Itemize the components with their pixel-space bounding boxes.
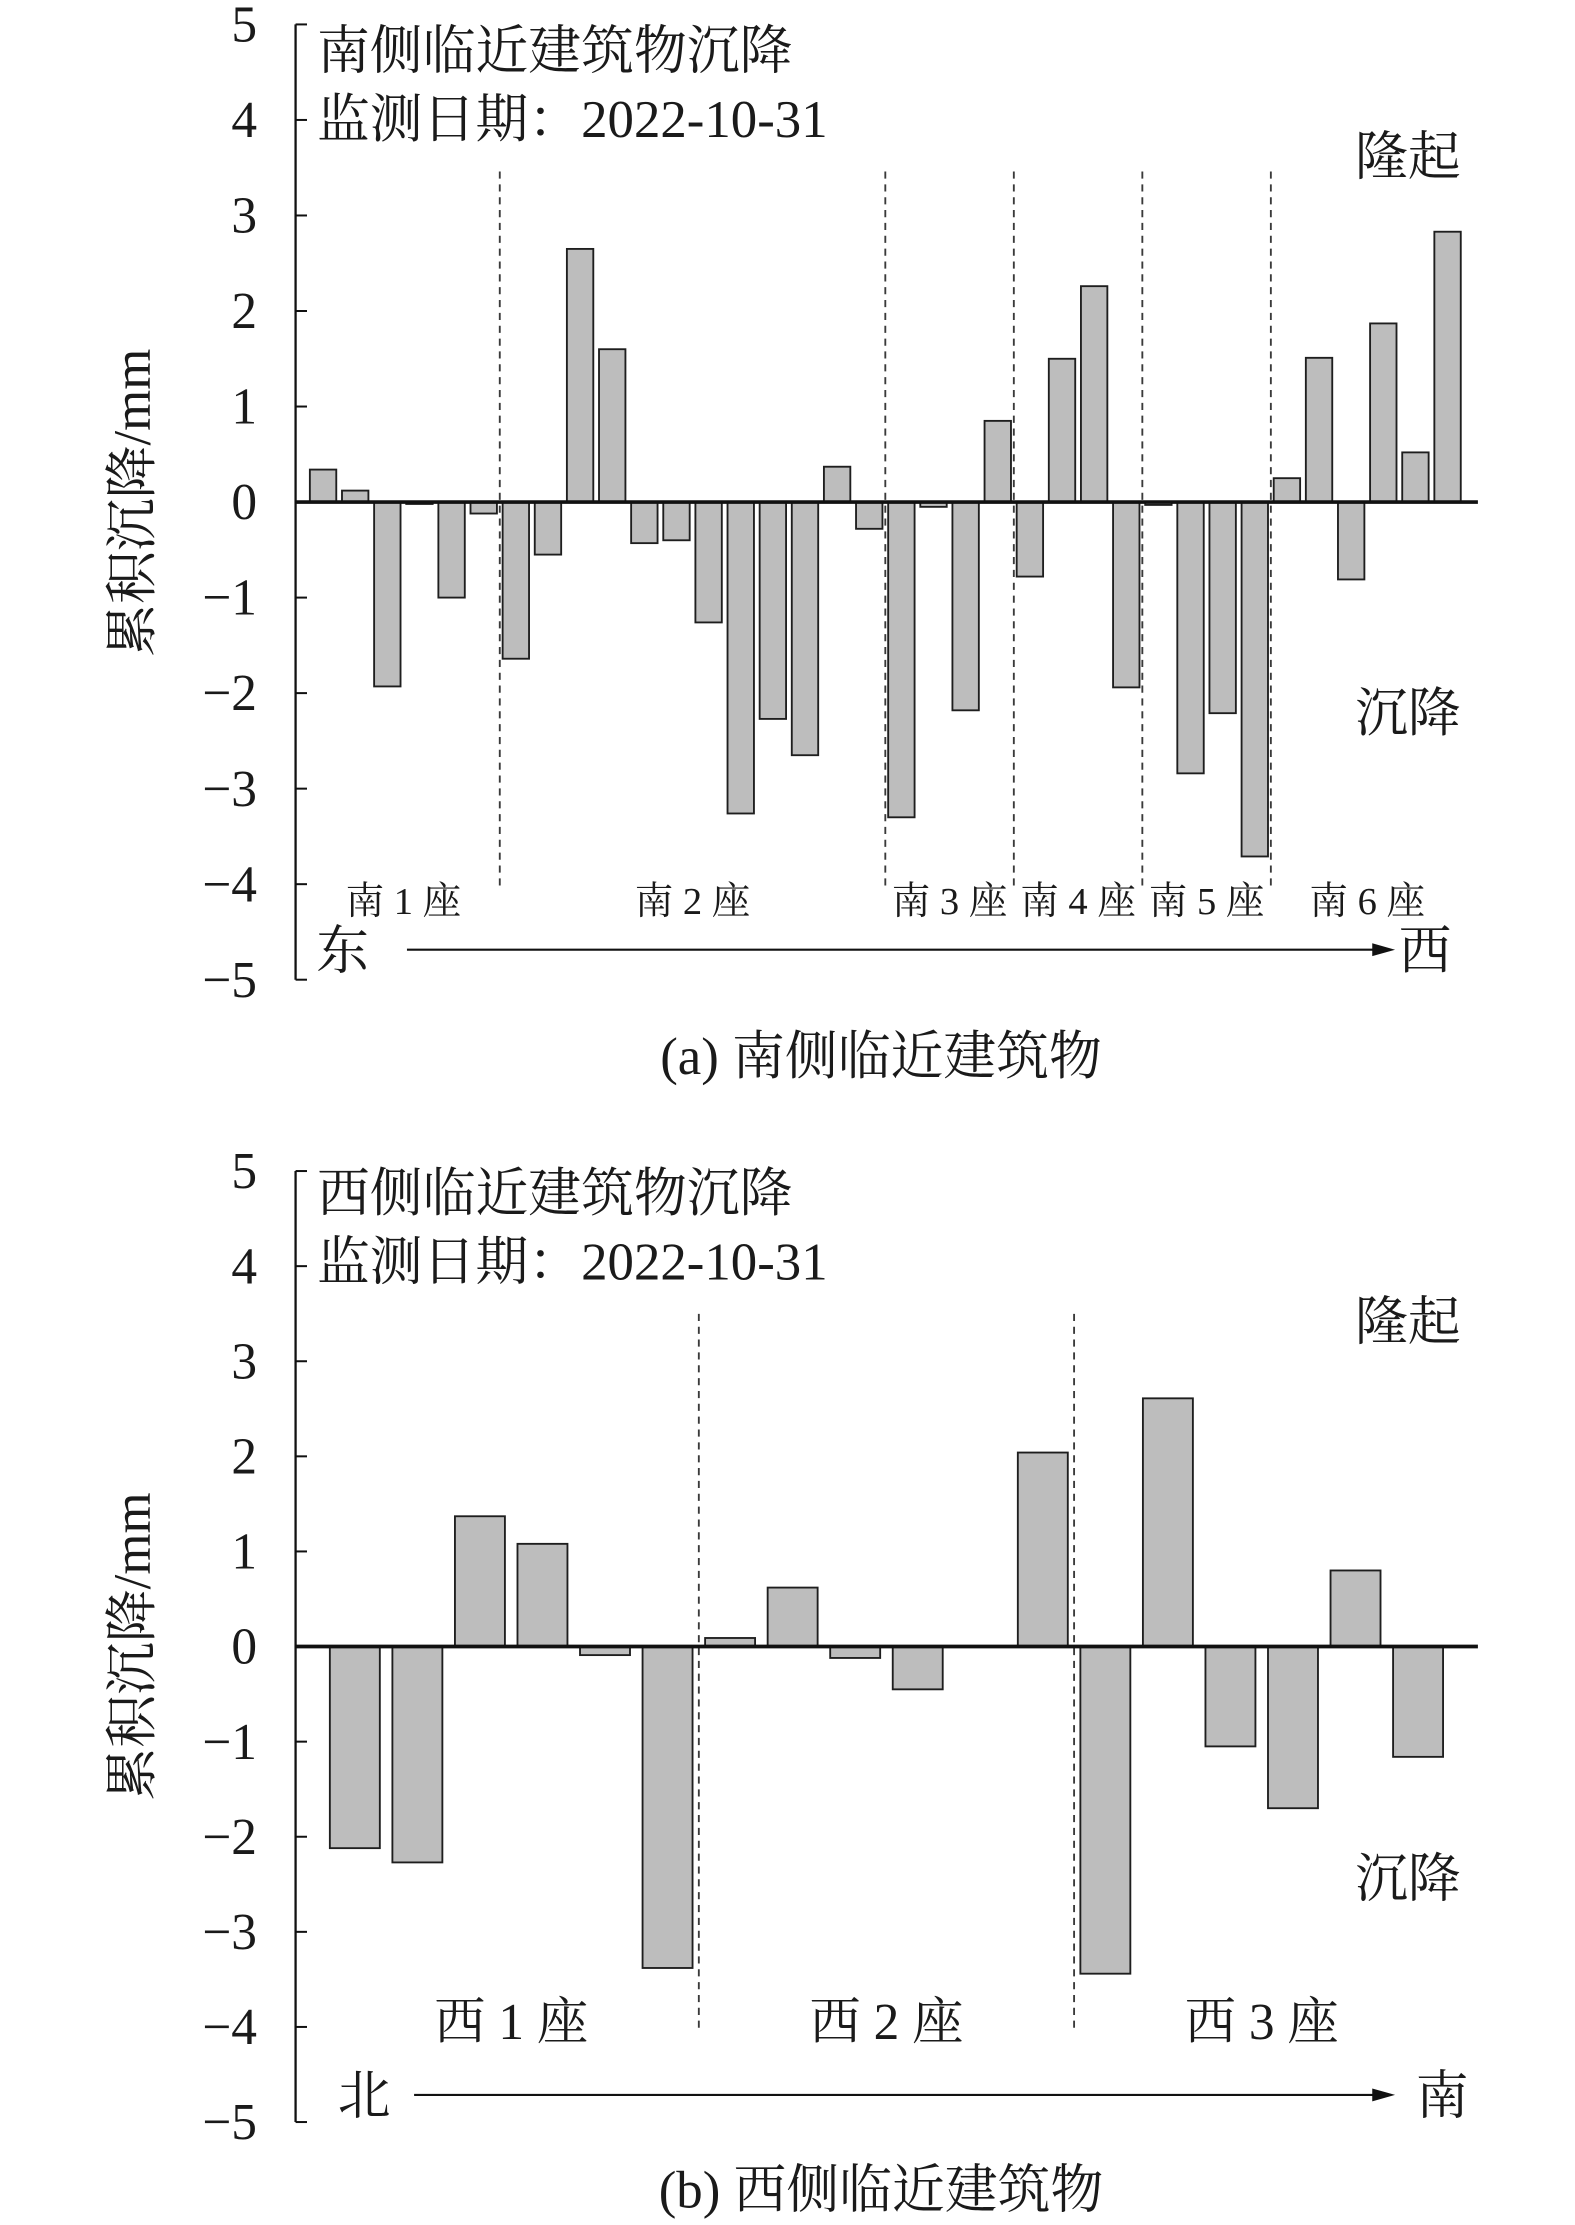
panel-b-y-tick-label: 5 xyxy=(231,1143,258,1201)
bar-a-5-4 xyxy=(1242,502,1268,856)
panel-b-y-tick-label: −5 xyxy=(202,2094,258,2152)
panel-b-y-tick-label: −1 xyxy=(202,1713,258,1771)
bar-a-5-3 xyxy=(1209,502,1235,713)
panel-a-y-tick-label: 3 xyxy=(231,187,258,245)
bar-b-1-2 xyxy=(392,1647,442,1863)
panel-b-y-axis-title: 累积沉降/mm xyxy=(103,1492,162,1801)
bar-a-2-5 xyxy=(631,502,657,543)
bar-a-6-2 xyxy=(1306,358,1332,502)
panel-a-group-label: 南 6 座 xyxy=(1309,881,1426,924)
panel-a-y-tick-label: −2 xyxy=(202,665,258,723)
bar-a-3-4 xyxy=(985,421,1011,502)
panel-b-caption: (b) 西侧临近建筑物 xyxy=(658,2161,1104,2220)
panel-a-settlement-label: 沉降 xyxy=(1355,685,1461,744)
bar-b-1-6 xyxy=(643,1647,693,1968)
bar-b-3-6 xyxy=(1393,1647,1443,1757)
panel-b-y-tick-label: 2 xyxy=(231,1428,258,1486)
bar-a-3-3 xyxy=(952,502,978,710)
panel-a-y-tick-label: 1 xyxy=(231,378,258,436)
bar-a-2-1 xyxy=(503,502,529,659)
bar-a-1-5 xyxy=(438,502,464,598)
bar-a-2-12 xyxy=(856,502,882,529)
bar-b-2-6 xyxy=(1018,1453,1068,1647)
bar-a-2-6 xyxy=(663,502,689,540)
panel-b-y-tick-label: −3 xyxy=(202,1903,258,1961)
panel-a-y-tick-label: −4 xyxy=(202,856,258,914)
panel-b-y-tick-label: 4 xyxy=(231,1238,258,1296)
panel-a-y-tick-label: 4 xyxy=(231,92,258,150)
bar-b-3-4 xyxy=(1268,1647,1318,1809)
bar-a-6-1 xyxy=(1274,478,1300,502)
bar-b-3-5 xyxy=(1331,1570,1381,1646)
bar-a-2-8 xyxy=(728,502,754,813)
panel-b-y-tick-label: 0 xyxy=(231,1618,258,1676)
panel-a-caption: (a) 南侧临近建筑物 xyxy=(660,1027,1102,1086)
bar-b-2-4 xyxy=(893,1647,943,1690)
bar-a-2-4 xyxy=(599,349,625,502)
panel-a-y-tick-label: −5 xyxy=(202,951,258,1009)
bar-b-1-1 xyxy=(330,1647,380,1849)
panel-b-direction-arrow-head xyxy=(1372,2088,1395,2101)
bar-a-1-3 xyxy=(374,502,400,686)
panel-b-direction-end: 南 xyxy=(1415,2067,1469,2126)
bar-a-2-9 xyxy=(760,502,786,719)
bar-a-3-1 xyxy=(888,502,914,817)
panel-a-title: 南侧临近建筑物沉降 xyxy=(316,22,793,81)
bar-b-1-4 xyxy=(517,1544,567,1647)
bar-b-3-1 xyxy=(1080,1647,1130,1974)
bar-b-1-3 xyxy=(455,1516,505,1646)
panel-a-y-tick-label: −3 xyxy=(202,760,258,818)
bar-a-2-10 xyxy=(792,502,818,755)
bar-a-5-2 xyxy=(1177,502,1203,773)
bar-a-4-3 xyxy=(1081,286,1107,502)
panel-a-group-label: 南 1 座 xyxy=(345,881,462,924)
bar-b-3-3 xyxy=(1205,1647,1255,1747)
panel-a-group-label: 南 5 座 xyxy=(1148,881,1265,924)
panel-b-group-label: 西 2 座 xyxy=(809,1994,964,2052)
bar-a-4-1 xyxy=(1017,502,1043,577)
panel-b-plot xyxy=(202,1143,1478,2151)
bar-a-6-3 xyxy=(1338,502,1364,579)
panel-a-group-label: 南 2 座 xyxy=(634,881,751,924)
panel-b-y-tick-label: 1 xyxy=(231,1523,258,1581)
panel-a-group-label: 南 3 座 xyxy=(891,881,1008,924)
panel-a-group-label: 南 4 座 xyxy=(1020,881,1136,924)
panel-b-uplift-label: 隆起 xyxy=(1355,1293,1461,1352)
panel-b-y-tick-label: −2 xyxy=(202,1808,258,1866)
panel-a-direction-end: 西 xyxy=(1398,922,1452,981)
panel-b-settlement-label: 沉降 xyxy=(1355,1850,1461,1909)
panel-b-direction-start: 北 xyxy=(337,2067,391,2126)
bar-a-6-5 xyxy=(1402,452,1428,502)
panel-b-group-label: 西 1 座 xyxy=(434,1994,589,2052)
panel-a-y-tick-label: 0 xyxy=(231,474,258,532)
panel-a-y-tick-label: 2 xyxy=(231,283,258,341)
panel-a-date: 监测日期：2022-10-31 xyxy=(316,91,828,150)
bar-a-4-4 xyxy=(1113,502,1139,687)
panel-b-date: 监测日期：2022-10-31 xyxy=(316,1233,828,1292)
bar-b-2-2 xyxy=(768,1588,818,1647)
panel-a-direction-arrow-head xyxy=(1372,943,1395,956)
bar-a-6-6 xyxy=(1434,232,1460,502)
panel-a-y-tick-label: −1 xyxy=(202,569,258,627)
panel-b-y-tick-label: 3 xyxy=(231,1333,258,1391)
bar-b-3-2 xyxy=(1143,1398,1193,1646)
bar-a-2-3 xyxy=(567,249,593,502)
panel-b-y-tick-label: −4 xyxy=(202,1999,258,2057)
panel-b-title: 西侧临近建筑物沉降 xyxy=(316,1165,793,1224)
panel-a-uplift-label: 隆起 xyxy=(1355,128,1461,187)
bar-a-1-1 xyxy=(310,470,336,502)
panel-b-group-label: 西 3 座 xyxy=(1184,1994,1339,2052)
bar-a-2-7 xyxy=(695,502,721,622)
bar-a-4-2 xyxy=(1049,359,1075,502)
bar-a-2-2 xyxy=(535,502,561,555)
bar-a-2-11 xyxy=(824,467,850,502)
panel-b xyxy=(104,1143,1478,2220)
panel-a xyxy=(104,0,1478,1086)
bar-a-6-4 xyxy=(1370,323,1396,502)
panel-a-y-tick-label: 5 xyxy=(231,0,258,54)
panel-a-direction-start: 东 xyxy=(316,922,370,981)
panel-a-plot xyxy=(202,0,1478,1009)
panel-a-y-axis-title: 累积沉降/mm xyxy=(103,348,162,657)
